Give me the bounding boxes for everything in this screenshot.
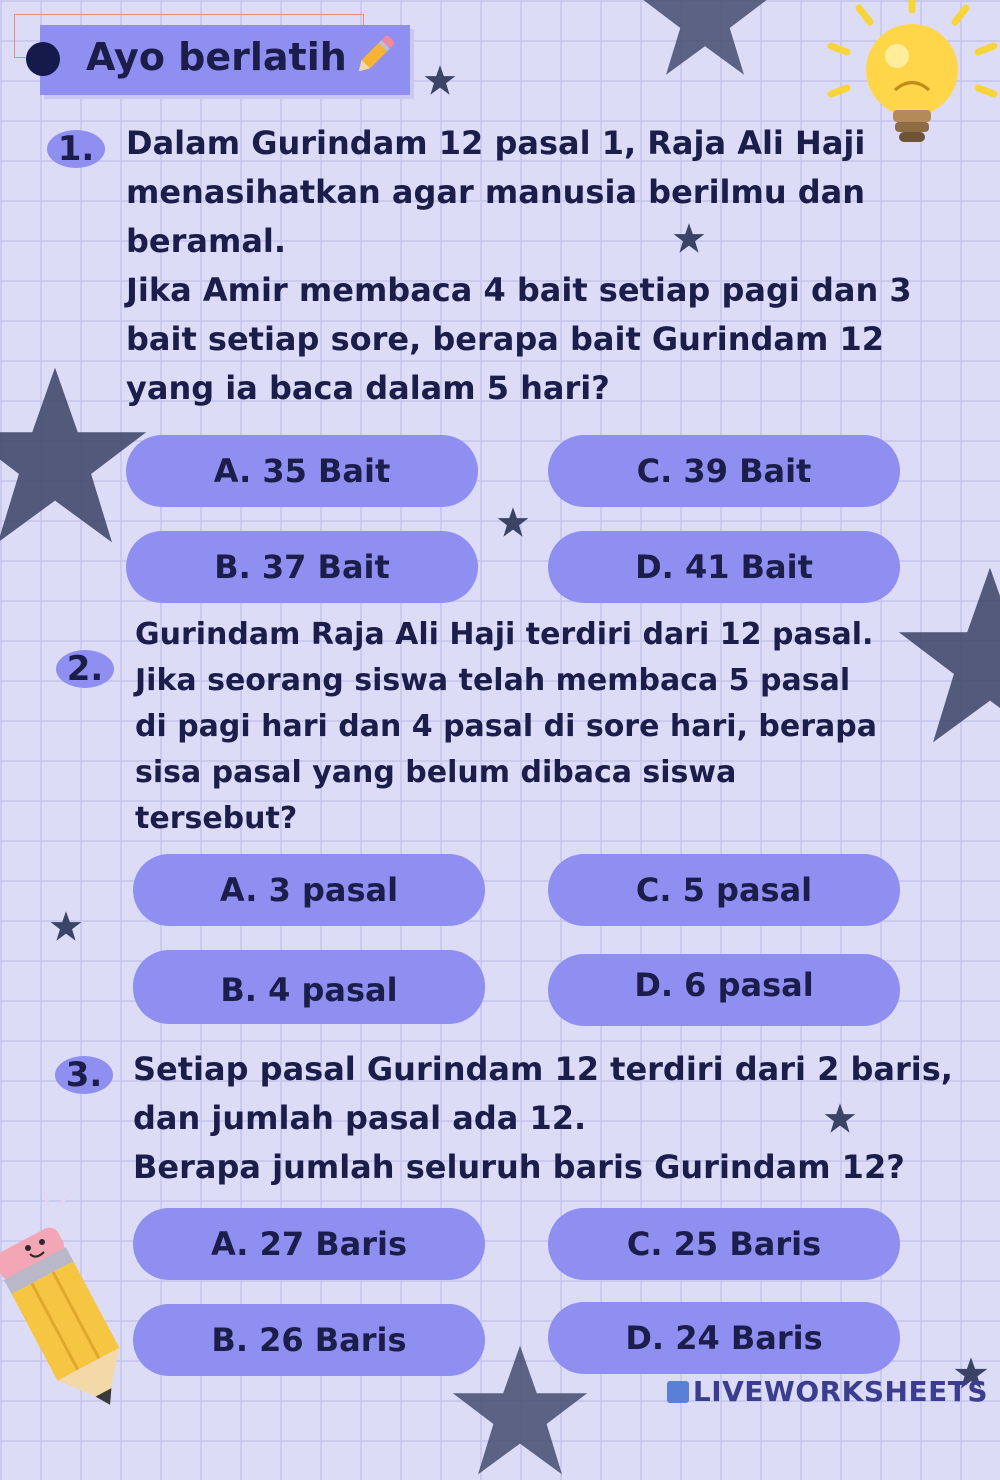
star-icon [424,64,456,96]
question-text [135,612,955,842]
question-text [133,1045,963,1192]
question-line: dan jumlah pasal ada 12. [133,1099,587,1137]
watermark-text: LIVEWORKSHEETS [692,1375,988,1408]
answer-option[interactable]: B. 4 pasal [133,950,485,1024]
question-number: 1. [47,130,105,168]
question-line: Jika Amir membaca 4 bait setiap pagi dan 3 [126,271,912,309]
star-icon [640,0,770,80]
star-icon [497,506,529,538]
answer-option[interactable]: A. 27 Baris [133,1208,485,1280]
answer-option[interactable]: A. 3 pasal [133,854,485,926]
question-line: Dalam Gurindam 12 pasal 1, Raja Ali Haji [126,124,866,162]
question-line: di pagi hari dan 4 pasal di sore hari, berapa [135,709,877,744]
answer-option[interactable]: B. 26 Baris [133,1304,485,1376]
answer-option[interactable]: D. 24 Baris [548,1302,900,1374]
answer-option[interactable]: C. 25 Baris [548,1208,900,1280]
question-line: beramal. [126,222,287,260]
answer-option[interactable]: C. 39 Bait [548,435,900,507]
answer-option[interactable]: A. 35 Bait [126,435,478,507]
question-line: Berapa jumlah seluruh baris Gurindam 12? [133,1148,905,1186]
answer-option[interactable]: D. 6 pasal [548,954,900,1026]
answer-option[interactable]: B. 37 Bait [126,531,478,603]
answer-option[interactable]: D. 41 Bait [548,531,900,603]
liveworksheets-logo-icon [667,1381,689,1403]
question-number: 2. [56,650,114,688]
question-line: bait setiap sore, berapa bait Gurindam 12 [126,320,884,358]
bullet-dot [26,42,60,76]
question-line: menasihatkan agar manusia berilmu dan [126,173,866,211]
answer-option[interactable]: C. 5 pasal [548,854,900,926]
question-line: tersebut? [135,801,298,836]
question-line: sisa pasal yang belum dibaca siswa [135,755,737,790]
pencil-icon [352,32,398,78]
question-line: Jika seorang siswa telah membaca 5 pasal [135,663,851,698]
question-number: 3. [55,1056,113,1094]
question-line: Setiap pasal Gurindam 12 terdiri dari 2 baris, [133,1050,953,1088]
page-title: Ayo berlatih [86,35,347,79]
star-icon [50,910,82,942]
question-line: Gurindam Raja Ali Haji terdiri dari 12 pasal. [135,617,874,652]
question-line: yang ia baca dalam 5 hari? [126,369,610,407]
watermark[interactable] [667,1375,988,1408]
question-text [126,119,956,413]
